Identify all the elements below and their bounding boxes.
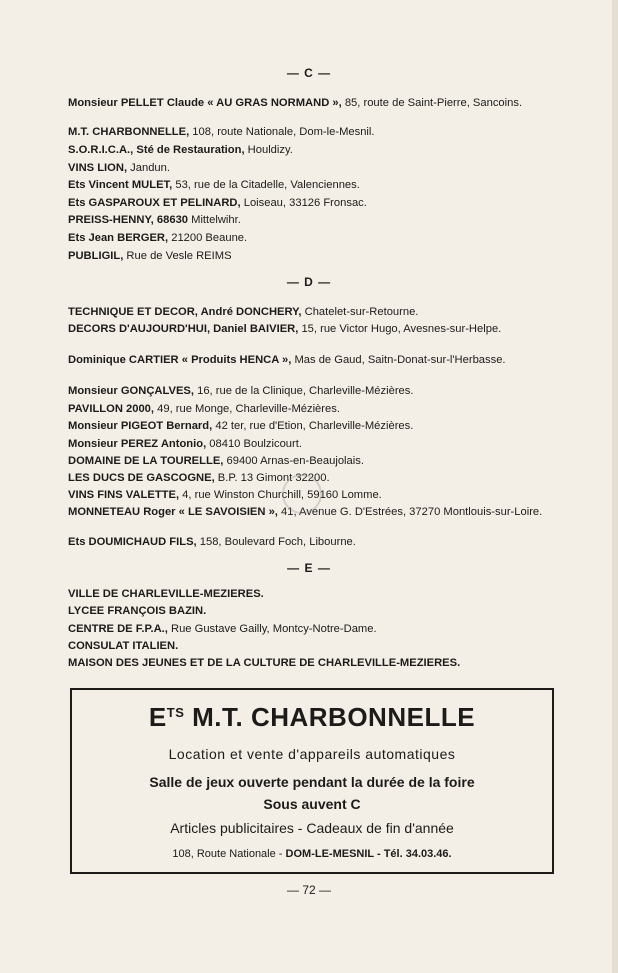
- directory-entry: [68, 587, 584, 602]
- entry-name: VILLE DE CHARLEVILLE-MEZIERES.: [68, 588, 264, 600]
- entry-name: PAVILLON 2000,: [68, 403, 155, 415]
- entry-name: LES DUCS DE GASCOGNE,: [68, 472, 215, 484]
- entry-name: Monsieur GONÇALVES,: [68, 385, 194, 397]
- entry-address: 85, route de Saint-Pierre, Sancoins.: [341, 97, 523, 109]
- entry-name: Ets Vincent MULET,: [68, 179, 173, 191]
- entry-name: VINS FINS VALETTE,: [68, 489, 180, 501]
- entry-address: Mittelwihr.: [188, 214, 241, 226]
- entry-address: B.P. 13 Gimont 32200.: [214, 472, 330, 484]
- directory-entry: [68, 161, 584, 176]
- directory-entry: [68, 143, 584, 158]
- entry-name: VINS LION,: [68, 162, 128, 174]
- ad-line-address: 108, Route Nationale - DOM-LE-MESNIL - Tél. 34.03.46.: [172, 848, 452, 860]
- section-header-e: — E —: [287, 561, 331, 575]
- entry-address: 21200 Beaune.: [168, 232, 248, 244]
- directory-entry: [68, 213, 584, 228]
- entry-address: 16, rue de la Clinique, Charleville-Mézières.: [193, 385, 414, 397]
- section-header-d: — D —: [286, 275, 332, 289]
- directory-entry: [68, 622, 584, 637]
- advertisement-box: [70, 688, 554, 874]
- entry-name: Dominique CARTIER « Produits HENCA »,: [68, 354, 292, 366]
- entry-address: Jandun.: [127, 162, 170, 174]
- entry-address: 08410 Boulzicourt.: [206, 438, 302, 450]
- entry-name: CONSULAT ITALIEN.: [68, 640, 179, 652]
- directory-entry: [68, 196, 584, 211]
- entry-name: PREISS-HENNY, 68630: [68, 214, 189, 226]
- entry-name: CENTRE DE F.P.A.,: [68, 623, 168, 635]
- entry-name: DOMAINE DE LA TOURELLE,: [68, 455, 224, 467]
- directory-entry: [68, 505, 584, 520]
- directory-entry: [68, 231, 584, 246]
- faint-stamp-mark: [282, 474, 322, 514]
- page-number: — 72 —: [286, 883, 331, 897]
- directory-entry: [68, 305, 584, 320]
- directory-entry: [68, 535, 584, 550]
- entry-name: PUBLIGIL,: [68, 250, 124, 262]
- entry-address: 69400 Arnas-en-Beaujolais.: [223, 455, 364, 467]
- directory-entry: [68, 178, 584, 193]
- entry-name: Ets DOUMICHAUD FILS,: [68, 536, 197, 548]
- directory-entry: [68, 249, 584, 264]
- ad-line-location: Location et vente d'appareils automatiques: [168, 746, 456, 762]
- directory-entry: [68, 384, 584, 399]
- ad-line-articles: Articles publicitaires - Cadeaux de fin d'année: [170, 820, 454, 836]
- entry-address: Mas de Gaud, Saitn-Donat-sur-l'Herbasse.: [291, 354, 506, 366]
- entry-name: M.T. CHARBONNELLE,: [68, 126, 190, 138]
- entry-name: Monsieur PELLET Claude « AU GRAS NORMAND »,: [68, 97, 342, 109]
- entry-address: Rue de Vesle REIMS: [123, 250, 232, 262]
- entry-address: Houldizy.: [244, 144, 293, 156]
- directory-entry: [68, 488, 584, 503]
- entry-address: 49, rue Monge, Charleville-Mézières.: [154, 403, 340, 415]
- entry-address: 15, rue Victor Hugo, Avesnes-sur-Helpe.: [298, 323, 502, 335]
- entry-name: Monsieur PIGEOT Bernard,: [68, 420, 213, 432]
- entry-name: MONNETEAU Roger « LE SAVOISIEN »,: [68, 506, 278, 518]
- entry-address: Loiseau, 33126 Fronsac.: [240, 197, 367, 209]
- entry-address: Rue Gustave Gailly, Montcy-Notre-Dame.: [167, 623, 377, 635]
- directory-entry: [68, 454, 584, 469]
- entry-address: 4, rue Winston Churchill, 59160 Lomme.: [179, 489, 382, 501]
- entry-address: 158, Boulevard Foch, Libourne.: [196, 536, 356, 548]
- directory-entry: [68, 125, 584, 140]
- page-edge: [612, 0, 618, 973]
- directory-entry: [68, 656, 584, 671]
- section-header-c: — C —: [286, 66, 332, 80]
- entry-name: Monsieur PEREZ Antonio,: [68, 438, 207, 450]
- entry-name: Ets Jean BERGER,: [68, 232, 169, 244]
- directory-entry: [68, 471, 584, 486]
- entry-address: 108, route Nationale, Dom-le-Mesnil.: [189, 126, 375, 138]
- entry-address: Chatelet-sur-Retourne.: [301, 306, 419, 318]
- directory-entry: [68, 353, 584, 368]
- entry-name: LYCEE FRANÇOIS BAZIN.: [68, 605, 207, 617]
- entry-name: DECORS D'AUJOURD'HUI, Daniel BAIVIER,: [68, 323, 299, 335]
- ad-line-auvent: Sous auvent C: [263, 796, 361, 812]
- directory-entry: [68, 322, 584, 337]
- entry-name: MAISON DES JEUNES ET DE LA CULTURE DE CHARLEVILLE-MEZIERES.: [68, 657, 461, 669]
- directory-entry: [68, 437, 584, 452]
- entry-address: 53, rue de la Citadelle, Valenciennes.: [172, 179, 360, 191]
- directory-entry: [68, 419, 584, 434]
- entry-address: 42 ter, rue d'Etion, Charleville-Mézières.: [212, 420, 414, 432]
- ad-title: $E^{TS}$ M.T. CHARBONNELLE: [148, 702, 476, 732]
- directory-entry: [68, 604, 584, 619]
- ad-line-salle: Salle de jeux ouverte pendant la durée de la foire: [149, 774, 475, 790]
- directory-entry: [68, 96, 584, 111]
- entry-name: TECHNIQUE ET DECOR, André DONCHERY,: [68, 306, 302, 318]
- directory-entry: [68, 639, 584, 654]
- directory-entry: [68, 402, 584, 417]
- entry-name: S.O.R.I.C.A., Sté de Restauration,: [68, 144, 245, 156]
- entry-name: Ets GASPAROUX ET PELINARD,: [68, 197, 241, 209]
- entry-address: 41, Avenue G. D'Estrées, 37270 Montlouis-sur-Loire.: [277, 506, 543, 518]
